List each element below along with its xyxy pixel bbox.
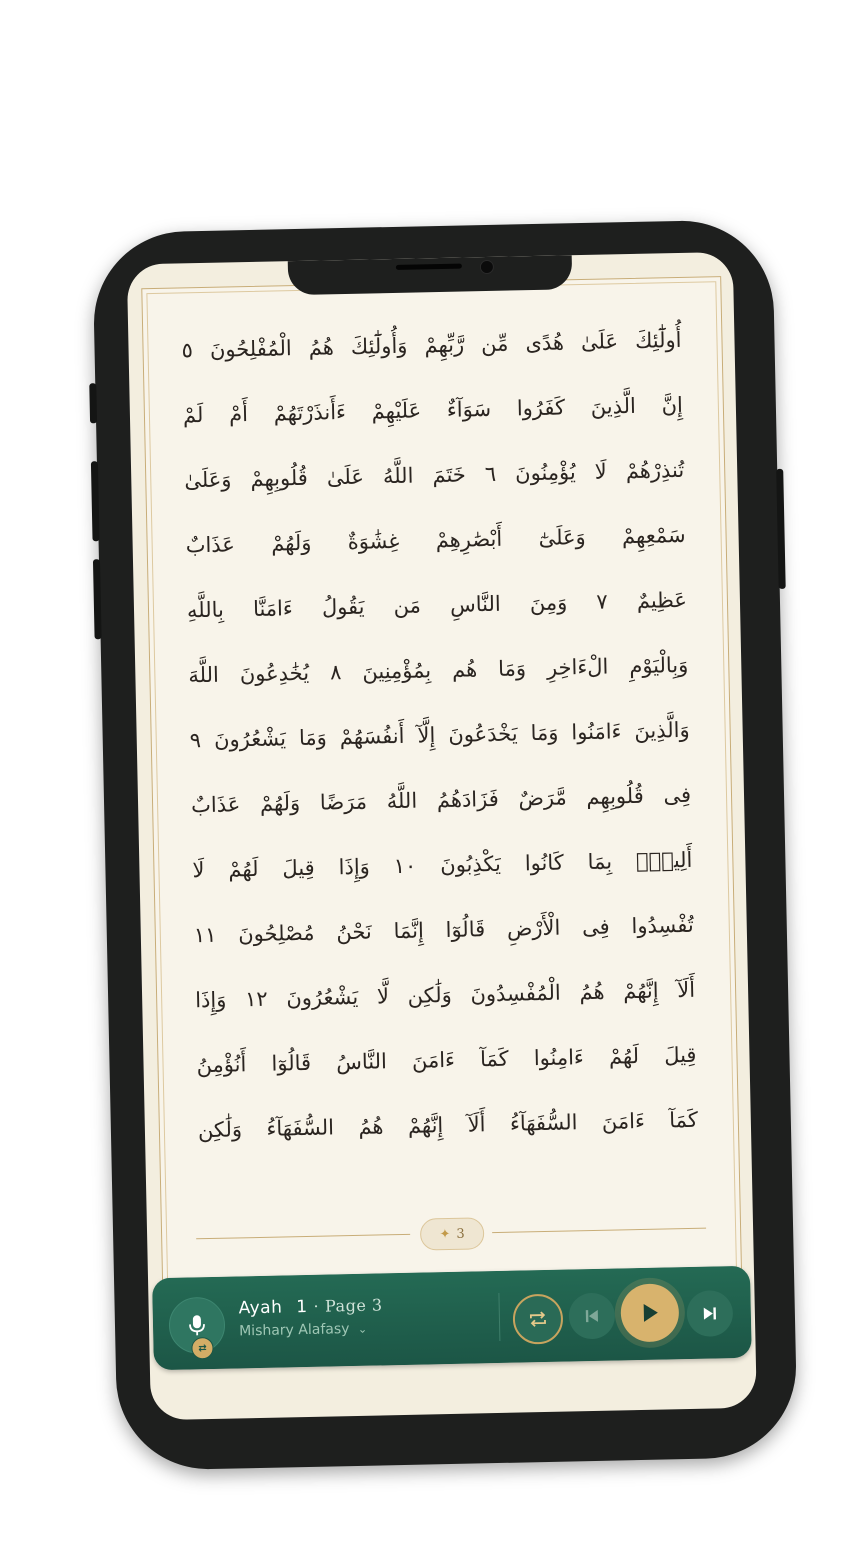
verse-line[interactable]: كَمَآ ءَامَنَ السُّفَهَآءُ أَلَآ إِنَّهُمْ هُمُ السُّفَهَآءُ وَلَٰكِن [197, 1107, 699, 1143]
star-icon: ✦ [439, 1226, 451, 1242]
page-separator: · [313, 1296, 320, 1316]
verse-line[interactable]: إِنَّ الَّذِينَ كَفَرُوا سَوَآءٌ عَلَيْهِمْ ءَأَنذَرْتَهُمْ أَمْ لَمْ [182, 392, 684, 428]
mushaf-page [141, 276, 742, 1318]
ayah-number: 1 [296, 1296, 308, 1318]
skip-previous-icon [584, 1308, 600, 1324]
repeat-small-icon[interactable]: ⇄ [191, 1337, 213, 1359]
play-icon [640, 1302, 660, 1324]
verse-line[interactable]: تُنذِرْهُمْ لَا يُؤْمِنُونَ ٦ خَتَمَ اللَّهُ عَلَىٰ قُلُوبِهِمْ وَعَلَىٰ [184, 457, 685, 493]
notch [288, 255, 573, 295]
page-number: 3 [456, 1226, 465, 1242]
mute-switch [89, 383, 97, 423]
verse-line[interactable]: فِى قُلُوبِهِم مَّرَضٌ فَزَادَهُمُ اللَّهُ مَرَضًا وَلَهُمْ عَذَابٌ [190, 782, 692, 818]
previous-button[interactable] [568, 1293, 615, 1340]
track-info[interactable] [238, 1295, 383, 1339]
verse-line[interactable]: أُولَٰٓئِكَ عَلَىٰ هُدًى مِّن رَّبِّهِمْ وَأُولَٰٓئِكَ هُمُ الْمُفْلِحُونَ ٥ [181, 327, 682, 363]
page-number-badge [420, 1217, 485, 1250]
verse-line[interactable]: وَالَّذِينَ ءَامَنُوا وَمَا يَخْدَعُونَ إِلَّآ أَنفُسَهُمْ وَمَا يَشْعُرُونَ ٩ [189, 717, 690, 753]
repeat-icon [528, 1310, 548, 1328]
ayah-label: Ayah [238, 1297, 283, 1319]
verse-line[interactable]: قِيلَ لَهُمْ ءَامِنُوا كَمَآ ءَامَنَ النَّاسُ قَالُوٓا أَنُؤْمِنُ [196, 1042, 697, 1078]
verse-line[interactable]: عَظِيمٌ ٧ وَمِنَ النَّاسِ مَن يَقُولُ ءَامَنَّا بِاللَّهِ [186, 587, 688, 623]
next-button[interactable] [686, 1290, 733, 1337]
verse-line[interactable]: أَلَآ إِنَّهُمْ هُمُ الْمُفْسِدُونَ وَلَٰكِن لَّا يَشْعُرُونَ ١٢ وَإِذَا [194, 977, 696, 1013]
mic-icon [188, 1314, 206, 1336]
reciter-selector[interactable] [239, 1320, 383, 1339]
power-button [776, 469, 786, 589]
earpiece-speaker [396, 264, 462, 270]
verse-line[interactable]: تُفْسِدُوا فِى الْأَرْضِ قَالُوٓا إِنَّمَا نَحْنُ مُصْلِحُونَ ١١ [193, 912, 694, 948]
ornament-rule-left [196, 1234, 410, 1239]
app-screen [127, 252, 757, 1420]
controls-divider [498, 1293, 500, 1341]
chevron-down-icon: ⌄ [357, 1322, 368, 1336]
verse-lines [181, 308, 699, 1163]
volume-up-button [91, 461, 100, 541]
verse-line[interactable]: سَمْعِهِمْ وَعَلَىٰٓ أَبْصَٰرِهِمْ غِشَٰوَةٌ وَلَهُمْ عَذَابٌ [185, 522, 686, 558]
repeat-button[interactable] [512, 1294, 563, 1345]
volume-down-button [93, 559, 102, 639]
play-button[interactable] [620, 1283, 679, 1342]
page-number-ornament [196, 1213, 707, 1256]
verse-line[interactable]: وَبِالْيَوْمِ الْءَاخِرِ وَمَا هُم بِمُؤْمِنِينَ ٨ يُخَٰدِعُونَ اللَّهَ [188, 652, 689, 688]
track-title [238, 1295, 382, 1318]
page-label: Page 3 [324, 1295, 383, 1316]
verse-line[interactable]: أَلِيمٌۢ بِمَا كَانُوا يَكْذِبُونَ ١٠ وَإِذَا قِيلَ لَهُمْ لَا [192, 847, 693, 883]
ornament-rule-right [492, 1228, 706, 1233]
reciter-name: Mishary Alafasy [238, 1321, 350, 1340]
skip-next-icon [702, 1305, 718, 1321]
audio-player-bar [152, 1266, 752, 1371]
phone-frame [92, 219, 798, 1471]
front-camera [480, 260, 494, 274]
